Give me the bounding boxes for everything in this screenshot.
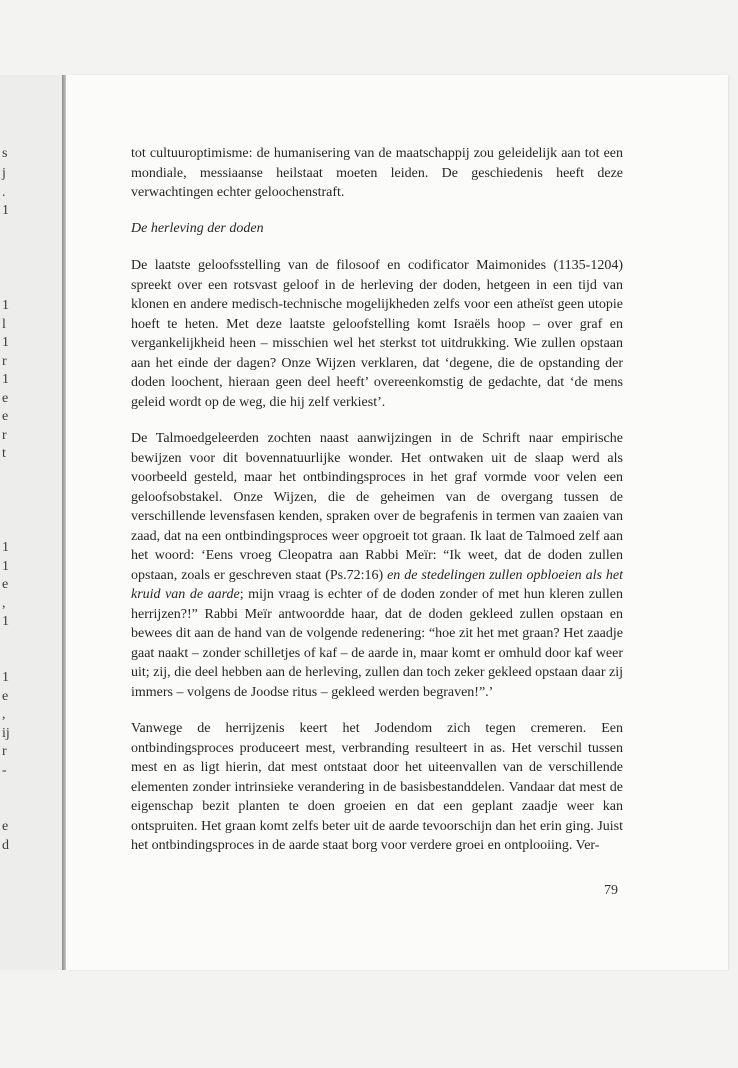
margin-fragment: e <box>2 391 9 406</box>
margin-fragment: e <box>2 819 9 834</box>
paragraph-talmud-text-b: ; mijn vraag is echter of de doden zonder of met hun kleren zullen herrijzen?!” Rabbi Meïr antwoordde haar, dat de doden gekleed zullen opstaan en bewees dit aan de hand van de volgende redenering: “hoe zit het met graan? Het zaadje gaat naakt – zonder schilletjes of kaf – de aarde in, maar komt er omhuld door kaf weer uit; zij, die deel hebben aan de herleving, zullen dan toch zeker gekleed opstaan daar zij immers – volgens de Joodse ritus – gekleed werden begraven!”.’ <box>131 587 623 700</box>
margin-fragment: e <box>2 689 9 704</box>
margin-fragment: , <box>2 596 6 611</box>
margin-fragment: d <box>2 838 9 853</box>
margin-fragment: . <box>2 185 6 200</box>
margin-fragment: 1 <box>2 540 9 555</box>
margin-fragment: 1 <box>2 203 9 218</box>
margin-fragment: 1 <box>2 559 9 574</box>
paragraph-talmud-text-a: De Talmoedgeleerden zochten naast aanwijzingen in de Schrift naar empirische bewijzen voor dit bovennatuurlijke wonder. Het ontwaken uit de slaap werd als voorbeeld gesteld, maar het ontbindingsproces in het graf vormde voor velen een geloofsobstakel. Onze Wijzen, die de geheimen van de overgang tussen de verschillende levensfasen kenden, spraken over de begrafenis in termen van zaaien van zaad, dat na een ontbindingsproces weer opgroeit tot graan. Ik laat de Talmoed zelf aan het woord: ‘Eens vroeg Cleopatra aan Rabbi Meïr: “Ik weet, dat de doden zullen opstaan, zoals er geschreven staat (Ps.72:16) <box>131 431 623 583</box>
margin-fragment: r <box>2 428 7 443</box>
margin-fragment: ij <box>2 726 10 741</box>
margin-fragment: t <box>2 446 6 461</box>
intro-paragraph: tot cultuuroptimisme: de humanisering van de maatschappij zou geleidelijk aan tot een mondiale, messiaanse heilstaat moeten leiden. De geschiedenis heeft deze verwachtingen echter geloochenstraft. <box>131 146 623 200</box>
margin-fragment: r <box>2 744 7 759</box>
psalm-quote: en de stedelingen zullen opbloeien als het kruid van de aarde <box>131 567 623 602</box>
margin-fragment: j <box>2 166 6 181</box>
page-number: 79 <box>604 883 618 898</box>
margin-fragment: s <box>2 146 8 161</box>
margin-fragment: - <box>2 763 7 778</box>
facing-page-margin <box>0 0 12 1068</box>
margin-fragment: 1 <box>2 670 9 685</box>
margin-fragment: 1 <box>2 298 9 313</box>
margin-fragment: 1 <box>2 614 9 629</box>
margin-fragment: e <box>2 577 9 592</box>
page-body <box>131 144 623 856</box>
margin-fragment: e <box>2 409 9 424</box>
margin-fragment: l <box>2 317 6 332</box>
margin-fragment: 1 <box>2 335 9 350</box>
section-heading: De herleving der doden <box>131 220 264 236</box>
paragraph-maimonides: De laatste geloofsstelling van de filosoof en codificator Maimonides (1135-1204) spreekt over een rotsvast geloof in de herleving der doden, hetgeen in een tijd van klonen en andere medisch-technische mogelijkheden zelfs voor een atheïst geen utopie hoeft te heten. Met deze laatste geloofstelling komt Israëls hoop – over graf en vergankelijkheid heen – misschien wel het sterkst tot uitdrukking. Wie zullen opstaan aan het einde der dagen? Onze Wijzen verklaren, dat ‘degene, die de opstanding der doden loochent, hieraan geen deel heeft’ overeenkomstig de gedachte, dat ‘de mens geleid wordt op de weg, die hij zelf verkiest’. <box>131 258 623 410</box>
margin-fragment: 1 <box>2 372 9 387</box>
paragraph-talmud <box>131 429 623 702</box>
margin-fragment: , <box>2 707 6 722</box>
paragraph-cremation: Vanwege de herrijzenis keert het Jodendom zich tegen cremeren. Een ontbindingsproces produceert mest, verbranding resulteert in as. Het verschil tussen mest en as ligt hierin, dat mest ontstaat door het uiteenvallen van de verschillende elementen zonder intrinsieke verandering in de basisbestanddelen. Vandaar dat mest de eigenschap bezit planten te doen groeien en dat een geplant zaadje weer kan ontspruiten. Het graan komt zelfs beter uit de aarde tevoorschijn dan het erin ging. Juist het ontbindingsproces in de aarde staat borg voor verdere groei en ontplooiing. Ver- <box>131 721 623 853</box>
margin-fragment: r <box>2 354 7 369</box>
